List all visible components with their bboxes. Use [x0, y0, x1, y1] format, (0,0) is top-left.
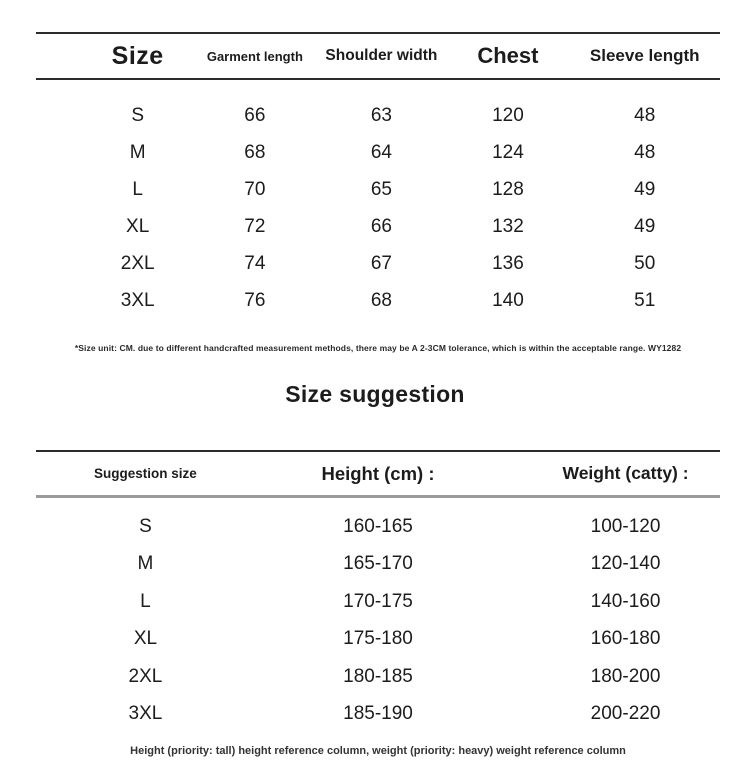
- height-range-value: 160-165: [343, 515, 413, 537]
- sleeve-length-value: 49: [634, 178, 656, 200]
- weight-range-value: 200-220: [590, 703, 661, 725]
- table-row: [36, 245, 720, 282]
- table-row: [36, 696, 720, 734]
- column-header-chest: Chest: [477, 43, 539, 68]
- weight-range-value: 180-200: [590, 665, 661, 687]
- height-range-value: 180-185: [343, 665, 413, 687]
- size-label: 3XL: [120, 289, 155, 311]
- suggestion-table-header-row: [36, 450, 720, 498]
- size-label: 2XL: [120, 252, 155, 274]
- garment-length-value: 66: [244, 104, 266, 126]
- garment-length-value: 70: [244, 178, 266, 200]
- height-weight-priority-footnote: Height (priority: tall) height reference column, weight (priority: heavy) weight reference column: [130, 745, 626, 757]
- chest-value: 120: [492, 104, 524, 126]
- sleeve-length-value: 48: [634, 104, 656, 126]
- size-label: 3XL: [128, 703, 163, 725]
- shoulder-width-value: 68: [370, 289, 392, 311]
- weight-range-value: 100-120: [590, 515, 661, 537]
- height-range-value: 185-190: [343, 703, 413, 725]
- size-table-body: [36, 80, 720, 319]
- table-row: [36, 508, 720, 546]
- sleeve-length-value: 49: [634, 215, 656, 237]
- size-label: L: [140, 590, 151, 612]
- weight-range-value: 120-140: [590, 553, 661, 575]
- chest-value: 136: [492, 252, 524, 274]
- weight-range-value: 160-180: [590, 628, 661, 650]
- chest-value: 132: [492, 215, 524, 237]
- column-header-garment-length: Garment length: [206, 48, 303, 64]
- column-header-weight: Weight (catty) :: [562, 463, 689, 483]
- size-label: M: [137, 553, 154, 575]
- size-suggestion-title: Size suggestion: [285, 381, 465, 407]
- column-header-suggestion-size: Suggestion size: [94, 466, 197, 481]
- column-header-sleeve-length: Sleeve length: [589, 46, 700, 65]
- shoulder-width-value: 63: [370, 104, 392, 126]
- table-row: [36, 658, 720, 696]
- garment-length-value: 76: [244, 289, 266, 311]
- sleeve-length-value: 50: [634, 252, 656, 274]
- chest-value: 128: [492, 178, 524, 200]
- sleeve-length-value: 48: [634, 141, 656, 163]
- column-header-size: Size: [111, 41, 164, 70]
- table-row: [36, 97, 720, 134]
- table-row: [36, 171, 720, 208]
- sleeve-length-value: 51: [634, 289, 656, 311]
- height-range-value: 165-170: [343, 553, 413, 575]
- size-label: L: [132, 178, 143, 200]
- height-range-value: 175-180: [343, 628, 413, 650]
- size-measurement-table: [36, 32, 720, 353]
- shoulder-width-value: 67: [370, 252, 392, 274]
- chest-value: 140: [492, 289, 524, 311]
- table-row: [36, 546, 720, 584]
- size-label: S: [131, 104, 144, 126]
- size-label: S: [139, 515, 152, 537]
- garment-length-value: 68: [244, 141, 266, 163]
- size-suggestion-table: [36, 450, 720, 757]
- column-header-shoulder-width: Shoulder width: [325, 47, 438, 64]
- shoulder-width-value: 66: [370, 215, 392, 237]
- table-row: [36, 208, 720, 245]
- table-row: [36, 134, 720, 171]
- table-row: [36, 282, 720, 319]
- size-label: M: [129, 141, 146, 163]
- size-label: 2XL: [128, 665, 163, 687]
- shoulder-width-value: 64: [370, 141, 392, 163]
- suggestion-table-body: [36, 498, 720, 733]
- garment-length-value: 72: [244, 215, 266, 237]
- shoulder-width-value: 65: [370, 178, 392, 200]
- height-range-value: 170-175: [343, 590, 413, 612]
- table-row: [36, 621, 720, 659]
- size-label: XL: [126, 215, 150, 237]
- size-table-header-row: [36, 32, 720, 80]
- chest-value: 124: [492, 141, 524, 163]
- garment-length-value: 74: [244, 252, 266, 274]
- size-unit-footnote: *Size unit: CM. due to different handcrafted measurement methods, there may be A 2-3CM tolerance, which is within the acceptable range. WY1282: [74, 343, 682, 353]
- size-label: XL: [133, 628, 158, 650]
- column-header-height: Height (cm) :: [321, 462, 435, 484]
- weight-range-value: 140-160: [590, 590, 661, 612]
- table-row: [36, 583, 720, 621]
